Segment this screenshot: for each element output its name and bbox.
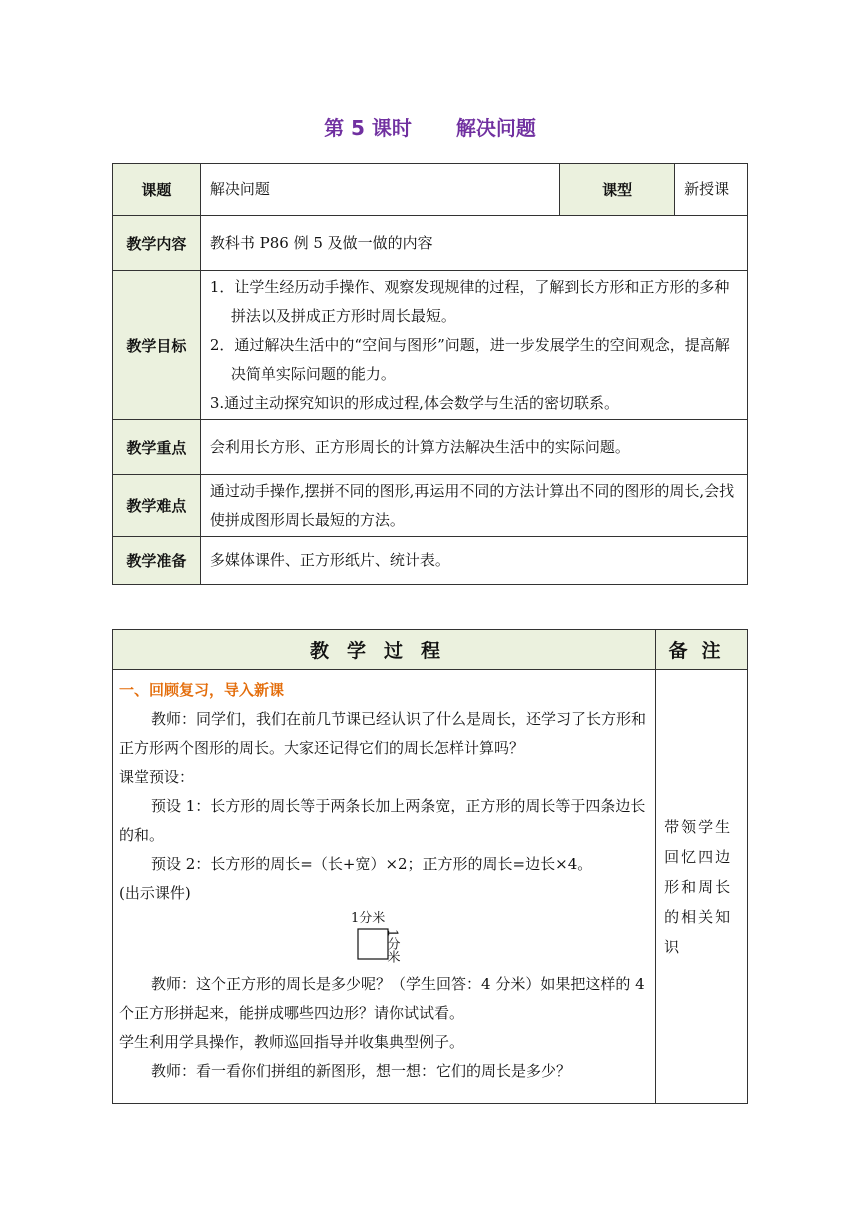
figure-side-label: 1分米 [384,929,400,964]
row-topic [113,164,748,216]
section-title: 一、回顾复习，导入新课 [119,681,285,699]
goal-item: 2．通过解决生活中的“空间与图形”问题，进一步发展学生的空间观念，提高解决简单实际问题的能力。 [209,335,730,383]
process-content [113,670,656,1104]
content-value: 教科书 P86 例 5 及做一做的内容 [200,216,747,271]
goal-item: 1．让学生经历动手操作、观察发现规律的过程，了解到长方形和正方形的多种拼法以及拼成正方形时周长最短。 [209,277,730,325]
paragraph: 课堂预设： [119,768,195,786]
row-difficulty [113,475,748,537]
paragraph: 教师：这个正方形的周长是多少呢？（学生回答：4 分米）如果把这样的 4 个正方形拼起来，能拼成哪些四边形？请你试试看。 [119,975,645,1022]
difficulty-value: 通过动手操作,摆拼不同的图形,再运用不同的方法计算出不同的图形的周长,会找使拼成图形周长最短的方法。 [200,475,747,537]
process-header: 教学过程 [113,630,656,670]
paragraph: 教师：看一看你们拼组的新图形，想一想：它们的周长是多少？ [151,1062,572,1080]
paragraph: 预设 1：长方形的周长等于两条长加上两条宽，正方形的周长等于四条边长的和。 [119,797,646,844]
process-header-row [113,630,748,670]
paragraph: 教师：同学们，我们在前几节课已经认识了什么是周长，还学习了长方形和正方形两个图形的周长。大家还记得它们的周长怎样计算吗？ [119,710,647,757]
paragraph: (出示课件) [119,884,191,902]
notes-header: 备注 [656,630,748,670]
figure-top-label: 1分米 [351,911,386,926]
paragraph: 预设 2：长方形的周长=（长+宽）×2；正方形的周长=边长×4。 [151,855,593,873]
lesson-name: 解决问题 [455,116,536,140]
row-key [113,420,748,475]
type-value: 新授课 [675,164,748,216]
teaching-process-table [112,629,748,1104]
row-prep [113,537,748,585]
type-label: 课型 [560,164,675,216]
paragraph: 学生利用学具操作，教师巡回指导并收集典型例子。 [119,1033,465,1051]
prep-value: 多媒体课件、正方形纸片、统计表。 [200,537,747,585]
topic-label: 课题 [113,164,201,216]
square-shape [358,929,388,959]
square-diagram [345,908,415,970]
goals-label: 教学目标 [113,271,201,420]
lesson-number: 第 5 课时 [324,116,412,140]
process-body-row [113,670,748,1104]
content-label: 教学内容 [113,216,201,271]
square-figure [119,908,647,970]
prep-label: 教学准备 [113,537,201,585]
key-value: 会利用长方形、正方形周长的计算方法解决生活中的实际问题。 [200,420,747,475]
key-label: 教学重点 [113,420,201,475]
page-title [0,112,860,141]
lesson-info-table [112,163,748,585]
row-content [113,216,748,271]
difficulty-label: 教学难点 [113,475,201,537]
note-cell: 带领学生回忆四边形和周长的相关知识 [656,670,748,1104]
goal-item: 3.通过主动探究知识的形成过程,体会数学与生活的密切联系。 [209,393,619,412]
goals-value [200,271,747,420]
row-goals [113,271,748,420]
topic-value: 解决问题 [200,164,559,216]
